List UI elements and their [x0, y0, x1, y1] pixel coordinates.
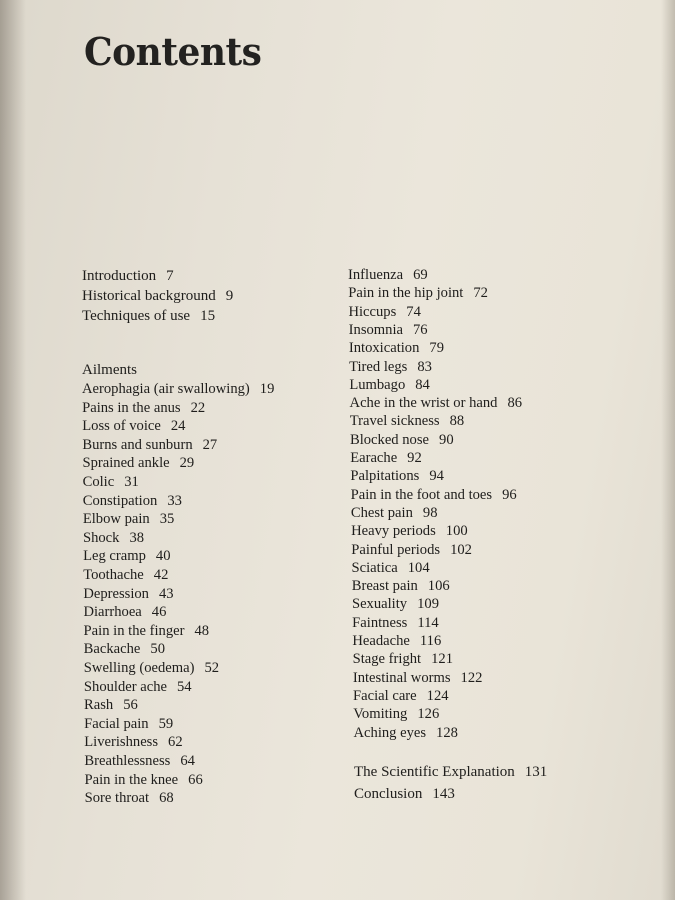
toc-entry-page-number: 79 [429, 340, 444, 357]
toc-entry-title: Headache [352, 633, 410, 649]
toc-entry [83, 492, 182, 510]
toc-entry-page-number: 121 [431, 651, 453, 668]
toc-entry [84, 678, 192, 696]
toc-entry [351, 522, 468, 540]
toc-entry [353, 669, 483, 687]
toc-entry-page-number: 131 [524, 764, 548, 780]
toc-entry-title: Aerophagia (air swallowing) [82, 381, 250, 397]
toc-entry [351, 486, 517, 504]
toc-entry-title: Rash [84, 697, 114, 714]
toc-entry-page-number: 69 [413, 267, 428, 283]
toc-entry-title: Painful periods [351, 541, 441, 558]
page-title: Contents [84, 30, 262, 75]
toc-entry [82, 399, 205, 417]
toc-entry-title: Earache [350, 450, 398, 466]
toc-entry-page-number: 38 [129, 529, 145, 546]
toc-entry-title: Hiccups [348, 303, 397, 320]
toc-entry-page-number: 106 [427, 578, 450, 595]
toc-entry-page-number: 76 [412, 321, 428, 338]
toc-entry [348, 303, 420, 321]
toc-entry-page-number: 86 [507, 395, 523, 412]
toc-entry-page-number: 92 [407, 450, 422, 466]
toc-entry-title: Introduction [82, 268, 157, 284]
toc-entry-page-number: 88 [449, 413, 465, 430]
toc-entry [82, 267, 174, 285]
toc-entry [351, 504, 438, 522]
toc-entry [85, 789, 174, 807]
toc-entry-title: Pain in the foot and toes [350, 486, 493, 503]
toc-entry [348, 284, 488, 302]
toc-entry-title: Faintness [352, 614, 408, 631]
toc-entry [352, 632, 441, 650]
toc-entry-title: Lumbago [349, 376, 406, 393]
toc-entry-page-number: 42 [153, 567, 169, 583]
toc-entry-title: Intoxication [348, 340, 420, 357]
toc-entry [83, 529, 144, 547]
toc-entry-page-number: 96 [502, 486, 517, 503]
toc-entry-page-number: 64 [180, 753, 195, 769]
toc-entry-page-number: 46 [151, 604, 167, 621]
toc-entry-page-number: 59 [158, 715, 174, 732]
toc-entry-title: Sprained ankle [82, 455, 170, 472]
toc-entry-title: Shoulder ache [83, 678, 167, 695]
toc-entry-title: Pains in the anus [82, 399, 181, 416]
toc-entry-title: Pain in the knee [84, 771, 179, 788]
toc-entry-title: Chest pain [350, 504, 413, 521]
toc-entry-title: Leg cramp [83, 548, 146, 565]
toc-entry [349, 339, 444, 357]
toc-entry-page-number: 52 [204, 660, 220, 676]
toc-entry-title: Breast pain [351, 578, 418, 595]
toc-entry [354, 785, 455, 803]
toc-entry-title: Liverishness [84, 734, 159, 751]
toc-entry [84, 696, 138, 714]
toc-entry [353, 687, 449, 705]
toc-entry [352, 577, 450, 595]
toc-entry-page-number: 54 [176, 678, 192, 695]
toc-entry-page-number: 128 [436, 724, 458, 741]
toc-entry-page-number: 19 [259, 381, 275, 397]
toc-entry-page-number: 35 [159, 511, 175, 528]
toc-entry [84, 752, 195, 770]
toc-entry [82, 287, 233, 305]
toc-entry-page-number: 116 [419, 633, 442, 649]
toc-entry [352, 614, 439, 632]
ailments-heading: Ailments [82, 362, 137, 378]
toc-entry [351, 541, 472, 559]
toc-entry-title: Aching eyes [353, 724, 427, 741]
toc-entry [352, 595, 439, 613]
toc-entry-title: Insomnia [348, 321, 403, 338]
toc-entry-title: Shock [82, 529, 120, 546]
toc-entry-title: Facial pain [84, 715, 149, 732]
toc-entry [84, 659, 219, 677]
toc-entry [83, 547, 170, 565]
toc-entry-page-number: 122 [460, 669, 483, 686]
toc-entry-page-number: 62 [168, 734, 183, 751]
toc-entry [353, 705, 439, 723]
toc-entry-page-number: 40 [155, 548, 171, 565]
toc-entry-page-number: 114 [417, 614, 439, 631]
toc-entry [350, 449, 422, 467]
toc-entry-title: Blocked nose [349, 431, 430, 448]
toc-entry-page-number: 50 [150, 641, 165, 658]
toc-entry [350, 412, 464, 430]
toc-entry [353, 650, 453, 668]
toc-entry-title: Conclusion [354, 786, 423, 802]
toc-entry-title: Colic [82, 474, 115, 490]
toc-entry-title: Pain in the finger [83, 622, 185, 639]
toc-entry-page-number: 124 [426, 687, 449, 704]
toc-entry-page-number: 15 [200, 308, 216, 325]
toc-entry [83, 566, 168, 584]
toc-entry-page-number: 100 [445, 523, 468, 540]
toc-entry-title: Travel sickness [349, 413, 440, 430]
toc-entry-title: Sore throat [84, 790, 150, 807]
toc-entry-page-number: 90 [439, 431, 454, 448]
toc-entry-page-number: 33 [167, 492, 182, 509]
toc-entry-title: Influenza [348, 267, 404, 283]
toc-entry-title: Toothache [83, 567, 144, 583]
toc-entry-title: Depression [83, 585, 149, 602]
toc-entry [84, 715, 173, 733]
toc-entry-page-number: 68 [159, 790, 174, 807]
toc-entry-title: Burns and sunburn [82, 436, 193, 453]
toc-entry-title: Intestinal worms [352, 669, 451, 686]
toc-entry-title: Sexuality [351, 596, 408, 613]
toc-entry-title: Stage fright [352, 651, 422, 668]
toc-entry-title: Diarrhoea [83, 604, 142, 621]
toc-entry-title: Constipation [82, 492, 158, 509]
toc-entry-title: Historical background [82, 288, 216, 305]
toc-entry [349, 376, 430, 394]
toc-entry-title: Palpitations [350, 468, 420, 485]
toc-entry [350, 394, 523, 412]
toc-entry [83, 603, 166, 621]
toc-entry-page-number: 109 [417, 596, 439, 613]
toc-entry-page-number: 83 [417, 358, 432, 375]
toc-entry-title: Tired legs [349, 358, 408, 375]
toc-entry [84, 733, 182, 751]
toc-entry [82, 436, 217, 454]
toc-entry-page-number: 9 [225, 288, 234, 305]
toc-entry-title: The Scientific Explanation [354, 764, 515, 780]
toc-entry [350, 431, 454, 449]
toc-entry [83, 473, 139, 491]
toc-entry-page-number: 43 [158, 585, 174, 602]
toc-entry-page-number: 72 [473, 285, 488, 302]
toc-entry-page-number: 27 [202, 436, 218, 453]
toc-entry-page-number: 29 [179, 455, 195, 472]
toc-entry-page-number: 94 [429, 468, 444, 485]
toc-entry [85, 771, 203, 789]
toc-entry-page-number: 24 [170, 418, 186, 435]
toc-entry [354, 724, 458, 742]
toc-entry-title: Heavy periods [351, 523, 436, 540]
toc-entry-page-number: 7 [166, 268, 174, 284]
toc-entry [349, 358, 432, 376]
toc-entry-page-number: 31 [124, 474, 139, 490]
toc-entry [349, 321, 428, 339]
toc-entry-title: Pain in the hip joint [348, 285, 464, 302]
toc-entry [83, 510, 174, 528]
toc-entry-page-number: 143 [432, 786, 455, 802]
toc-entry [82, 454, 194, 472]
toc-entry [352, 559, 430, 577]
toc-entry [82, 380, 274, 398]
toc-entry [354, 763, 547, 781]
toc-entry-title: Swelling (oedema) [83, 660, 195, 676]
toc-entry [83, 585, 173, 603]
toc-entry [84, 640, 165, 658]
toc-entry-page-number: 102 [450, 541, 472, 558]
toc-entry-page-number: 104 [407, 559, 430, 576]
toc-entry-page-number: 84 [415, 376, 430, 393]
toc-entry [350, 467, 444, 485]
toc-entry-title: Loss of voice [82, 418, 161, 435]
toc-entry [84, 622, 210, 640]
toc-entry-page-number: 56 [123, 697, 138, 714]
toc-entry-page-number: 98 [422, 504, 438, 521]
toc-entry-title: Backache [83, 641, 141, 658]
toc-entry-title: Elbow pain [82, 511, 150, 528]
toc-entry-page-number: 126 [417, 706, 440, 723]
toc-entry [82, 307, 215, 325]
toc-entry-title: Ache in the wrist or hand [349, 395, 498, 412]
toc-entry [348, 266, 428, 284]
toc-entry-title: Facial care [353, 687, 417, 704]
toc-entry-title: Techniques of use [82, 308, 191, 325]
toc-entry-title: Vomiting [353, 706, 408, 723]
toc-entry-page-number: 48 [194, 622, 210, 639]
toc-entry-page-number: 22 [190, 399, 206, 416]
toc-entry-title: Breathlessness [84, 753, 171, 769]
toc-entry [82, 417, 185, 435]
toc-entry-page-number: 74 [406, 303, 421, 320]
toc-entry-page-number: 66 [188, 771, 203, 788]
toc-entry-title: Sciatica [351, 559, 398, 576]
